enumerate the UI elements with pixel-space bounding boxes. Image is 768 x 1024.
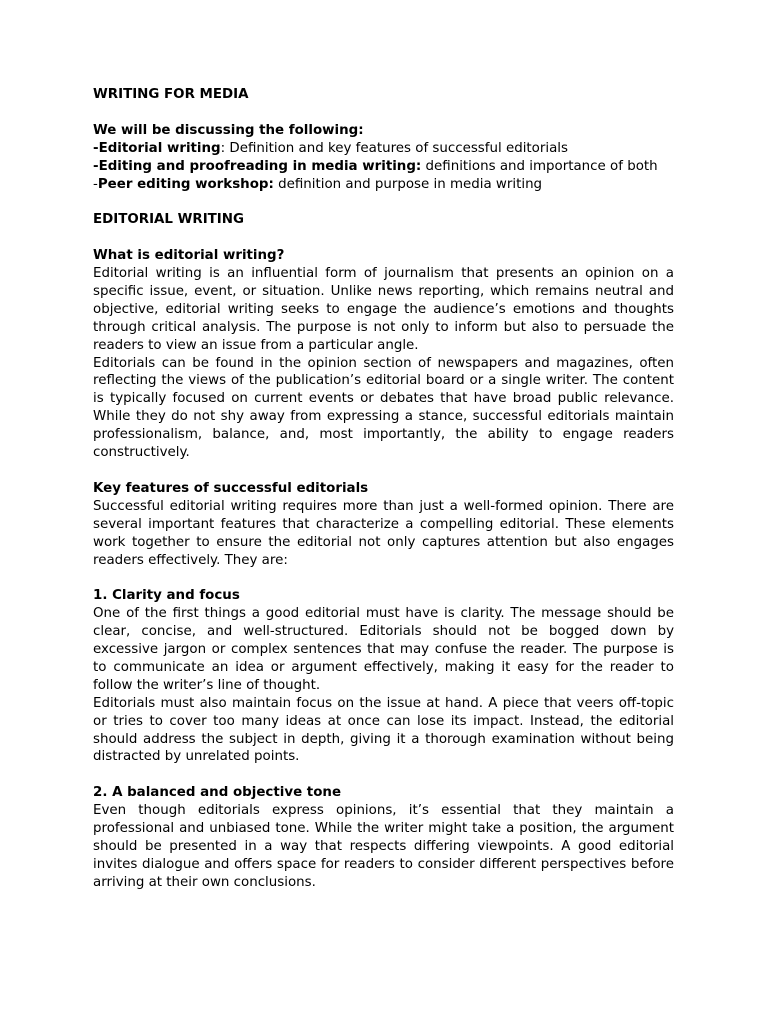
agenda-term: Editing and proofreading in media writing: (98, 158, 422, 174)
spacer (93, 569, 674, 587)
balanced-paragraph: Even though editorials express opinions, it’s essential that they maintain a professional and unbiased tone. While the writer might take a position, the argument should be presented in a way that respects differing viewpoints. A good editorial invites dialogue and offers space for readers to consider different perspectives before arriving at their own conclusions. (93, 803, 674, 890)
agenda-term: Editorial writing (98, 140, 221, 156)
agenda-item-peer-editing (93, 176, 674, 194)
intro-heading: We will be discussing the following: (93, 122, 364, 138)
agenda-prefix: - (93, 176, 98, 192)
spacer (93, 104, 674, 122)
clarity-paragraph-1: One of the first things a good editorial must have is clarity. The message should be clear, concise, and well-structured. Editorials should not be bogged down by excessive jargon or complex sentences that may confuse the reader. The purpose is to communicate an idea or argument effectively, making it easy for the reader to follow the writer’s line of thought. (93, 606, 674, 693)
what-is-paragraph-2: Editorials can be found in the opinion section of newspapers and magazines, often reflecting the views of the publication’s editorial board or a single writer. The content is typically focused on current events or debates that have broad public relevance. While they do not shy away from expressing a stance, successful editorials maintain professionalism, balance, and, most importantly, the ability to engage readers constructively. (93, 355, 674, 461)
agenda-term: Peer editing workshop: (97, 176, 274, 192)
agenda-prefix: - (93, 140, 99, 156)
what-is-heading: What is editorial writing? (93, 248, 285, 264)
spacer (93, 229, 674, 247)
clarity-heading: 1. Clarity and focus (93, 588, 240, 604)
what-is-paragraph-1: Editorial writing is an influential form of journalism that presents an opinion on a specific issue, event, or situation. Unlike news reporting, which remains neutral and objective, editorial writing seeks to engage the audience’s emotions and thoughts through critical analysis. The purpose is not only to inform but also to persuade the readers to view an issue from a particular angle. (93, 266, 674, 353)
balanced-heading: 2. A balanced and objective tone (93, 785, 342, 801)
agenda-description: : Definition and key features of successful editorials (220, 140, 568, 156)
key-features-paragraph: Successful editorial writing requires more than just a well-formed opinion. There are several important features that characterize a compelling editorial. These elements work together to ensure the editorial not only captures attention but also engages readers effectively. They are: (93, 498, 674, 568)
agenda-description: definition and purpose in media writing (273, 176, 543, 192)
spacer (93, 462, 674, 480)
agenda-description: definitions and importance of both (421, 158, 658, 174)
clarity-paragraph-2: Editorials must also maintain focus on the issue at hand. A piece that veers off-topic or tries to cover too many ideas at once can lose its impact. Instead, the editorial should address the subject in depth, giving it a thorough examination without being distracted by unrelated points. (93, 695, 674, 765)
document-title: WRITING FOR MEDIA (93, 87, 249, 102)
section-heading: EDITORIAL WRITING (93, 212, 244, 228)
agenda-prefix: - (93, 158, 99, 174)
agenda-item-editing-proofreading (93, 158, 674, 176)
agenda-item-editorial-writing (93, 140, 674, 158)
document-page (93, 86, 674, 892)
key-features-heading: Key features of successful editorials (93, 480, 369, 496)
spacer (93, 766, 674, 784)
spacer (93, 193, 674, 211)
